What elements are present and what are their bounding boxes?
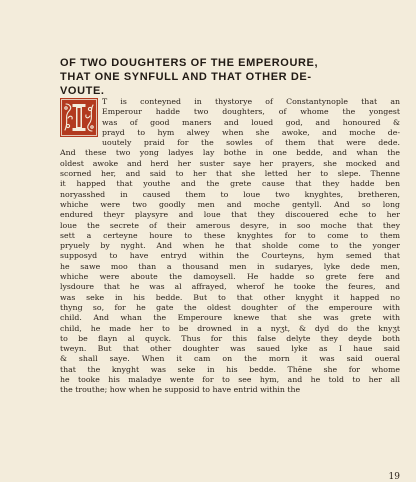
text-line: Emperour hadde two doughters, of whome the yongest xyxy=(102,107,400,117)
text-line: supposyd to have entryd within the Courteyns, hym semed that xyxy=(60,251,400,261)
heading-line: THAT ONE SYNFULL AND THAT OTHER DE- xyxy=(60,71,312,83)
text-line: & shall saye. When it cam on the morn it was said oueral xyxy=(60,354,400,364)
text-line: sett a certeyne houre to these knyghtes for to come to them xyxy=(60,230,400,240)
text-line: scorned her, and said to her that she letted her to slepe. Thenne xyxy=(60,169,400,179)
heading-line: VOUTE. xyxy=(60,85,105,97)
text-line: it happed that youthe and the grete cause that they hadde ben xyxy=(60,179,400,189)
page-number: 19 xyxy=(388,472,400,482)
text-line: T is conteyned in thystorye of Constantynople that an xyxy=(102,97,400,106)
text-line: to be flayn al quyck. Thus for this false delyte they deyde both xyxy=(60,333,400,343)
text-line: uoutely praid for the sowles of them that were dede. xyxy=(102,138,400,148)
chapter-heading xyxy=(60,56,380,98)
text-line: the trouthe; how when he supposid to have entrid within the xyxy=(60,385,301,395)
text-line: pryuely by nyght. And when he that sholde come to the yonger xyxy=(60,241,400,251)
heading-line: OF TWO DOUGHTERS OF THE EMPEROURE, xyxy=(60,57,319,69)
text-line: was of good maners and loued god, and honoured & xyxy=(102,117,400,127)
text-line: tweyn. But that other doughter was saued lyke as I haue said xyxy=(60,344,400,354)
text-line: he sawe moo than a thousand men in sudaryes, lyke dede men, xyxy=(60,261,400,271)
text-line: he tooke his maladye wente for to see hym, and he told to her all xyxy=(60,375,400,385)
text-line: endured theyr playsyre and loue that they discouered eche to her xyxy=(60,210,400,220)
text-line: child, he made her to be drowned in a nyʒt, & dyd do the knyʒt xyxy=(60,323,400,333)
text-line: whiche were two goodly men and moche gentyll. And so long xyxy=(60,199,400,209)
text-line: thyng so, for he gate the oldest doughter of the emperoure with xyxy=(60,302,400,312)
text-line: lysdoure that he was al affrayed, wherof he tooke the feures, and xyxy=(60,282,400,292)
text-line: oldest awoke and herd her suster saye her prayers, she mocked and xyxy=(60,158,400,168)
text-line: noryasshed in caused them to loue two knyghtes, bretheren, xyxy=(60,189,400,199)
text-line: was seke in his bedde. But to that other knyght it happed no xyxy=(60,292,400,302)
text-line: loue the secrete of their amerous desyre, in soo moche that they xyxy=(60,220,400,230)
text-line: prayd to hym alwey when she awoke, and moche de- xyxy=(102,127,400,137)
text-line: that the knyght was seke in his bedde. Thēne she for whome xyxy=(60,364,400,374)
text-line: child. And whan the Emperoure knewe that she was grete with xyxy=(60,313,400,323)
chapter-text xyxy=(60,97,400,396)
decorated-initial xyxy=(60,98,98,137)
text-line: whiche were aboute the damoysell. He hadde so grete fere and xyxy=(60,272,400,282)
text-line: And these two yong ladyes lay bothe in one bedde, and whan the xyxy=(60,148,400,158)
